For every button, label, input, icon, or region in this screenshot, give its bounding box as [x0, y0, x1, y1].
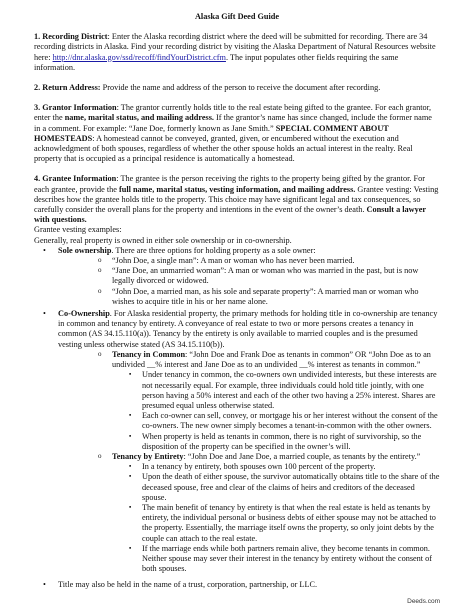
grantee-paragraph: 4. Grantee Information: The grantee is the person receiving the rights to the property being gifted by the grantor. For each grantee, provide the full name, marital status, vesting information, and mailing address. Grantee vesting: Vesting describes how the grantee holds title to the property. This choice may have significant legal and tax consequences, so carefully consider the overall plans for the property and intentions in the event of the owner’s death. Consult a lawyer with questions.: [34, 174, 439, 225]
list-item: o “Jane Doe, an unmarried woman”: A man or woman who was married in the past, but is now legally divorced or widowed.: [58, 266, 440, 286]
list-item: ▪ If the marriage ends while both partners remain alive, they become tenants in common. Neither spouse may sever their interest in the tenancy by entirety without the consent of both spouses.: [58, 544, 440, 575]
section-label: 1. Recording District: [34, 32, 108, 42]
vesting-examples-heading: Grantee vesting examples:: [34, 225, 122, 235]
list-item-trust: • Title may also be held in the name of a trust, corporation, partnership, or LLC.: [34, 580, 440, 590]
tenancy-by-entirety-details: [58, 462, 440, 574]
list-item: ▪ Each co-owner can sell, convey, or mortgage his or her interest without the consent of the co-owners. The new owner simply becomes a tenant-in-common with the other owners.: [58, 411, 440, 431]
section-label: 3. Grantor Information: [34, 103, 117, 113]
section-recording-district: 1. Recording District: Enter the Alaska recording district where the deed will be submitted for recording. There are 34 recording districts in Alaska. Find your recording district by visiting the Alaska Department of Natural Resources website here: http://dnr.alaska.gov/ssd/recoff/findYourDistrict.cfm. The input populates other fields requiring the same information.: [34, 32, 436, 72]
list-item-sole-ownership: • Sole ownership. There are three options for holding property as a sole owner: o “John Doe, a single man”: A man or woman who has never been married. o “Jane Doe, an unmarried woman”: A man or woman who was married in the past, but is now legally divorced or widowed. o “John Doe, a married man, as his sole and separate property”: A married man or woman who wishes to acquire title in his or her name alone.: [34, 246, 440, 307]
list-item: ▪ The main benefit of tenancy by entirety is that when the real estate is held as tenants by entirety, the individual personal or business debts of either spouse may not be attached to the property. Essentially, the marriage itself owns the property, so only joint debts by the couple can attach to the real estate.: [58, 503, 440, 544]
list-item-tenancy-in-common: o Tenancy in Common: “John Doe and Frank Doe as tenants in common” OR “John Doe as to an undivided __% interest and Jane Doe as to an undivided __% interest as tenants in common.” ▪ Under tenancy in common, the co-owners own undivided interests, but these interests are not necessarily equal. For example, three individuals could hold title jointly, with one person having a 50% interest and each of the other two having a 25% interest. Shares are presumed equal unless otherwise stated. ▪ Each co-owner can sell, convey, or mortgage his or her interest without the consent of the co-owners. The new owner simply becomes a tenant-in-common with the other owners. ▪ When property is held as tenants in common, there is no right of survivorship, so the disposition of the property can be specified in the owner’s will.: [58, 350, 440, 452]
ownership-list: [34, 246, 440, 591]
sole-ownership-options: [58, 256, 440, 307]
list-item: ▪ Upon the death of either spouse, the survivor automatically obtains title to the share of the deceased spouse, free and clear of the claims of heirs and creditors of the deceased spouse.: [58, 472, 440, 503]
list-item-co-ownership: • Co-Ownership. For Alaska residential property, the primary methods for holding title in co-ownership are tenancy in common and tenancy by entirety. A conveyance of real estate to two or more persons creates a tenancy in common (AS 34.15.110(a)). Tenancy by the entirety is only available to married couples and is the presumed vesting unless otherwise stated (AS 34.15.110(b)). o Tenancy in Common: “John Doe and Frank Doe as tenants in common” OR “John Doe as to an undivided __% interest and Jane Doe as to an undivided __% interest as tenants in common.” ▪ Under tenancy in common, the co-owners own undivided interests, but these interests are not necessarily equal. For example, three individuals could hold title jointly, with one person having a 50% interest and each of the other two having a 25% interest. Shares are presumed equal unless otherwise stated. ▪ Each co-owner can sell, convey, or mortgage his or her interest without the consent of the co-owners. The new owner simply becomes a tenant-in-common with the other owners. ▪ When property is held as tenants in common, there is no right of survivorship, so the disposition of the property can be specified in the owner’s will. o Tenancy by Entirety: “John Doe and Jane Doe, a married couple, as tenants by the entirety.” ▪ In a tenancy by entirety, both spouses own 100 percent of the property. ▪ Upon the death of either spouse, the survivor automatically obtains title to the share of the deceased spouse, free and clear of the claims of heirs and creditors of the deceased spouse. ▪ The main benefit of tenancy by entirety is that when the real estate is held as tenants by entirety, the individual personal or business debts of either spouse may not be attached to the property. Essentially, the marriage itself owns the property, so only joint debts by the couple can attach to the real estate. ▪ If the marriage ends while both partners remain alive, they become tenants in common. Neither spouse may sever their interest in the tenancy by entirety without the consent of both spouses.: [34, 309, 440, 574]
tenancy-in-common-details: [58, 370, 440, 452]
list-item: o “John Doe, a married man, as his sole and separate property”: A married man or woman who wishes to acquire title in his or her name alone.: [58, 287, 440, 307]
section-return-address: 2. Return Address: Provide the name and address of the person to receive the document after recording.: [34, 83, 381, 93]
footer-brand: Deeds.com: [407, 597, 440, 605]
section-grantee-information: [34, 174, 440, 590]
list-item-tenancy-by-entirety: o Tenancy by Entirety: “John Doe and Jane Doe, a married couple, as tenants by the entirety.” ▪ In a tenancy by entirety, both spouses own 100 percent of the property. ▪ Upon the death of either spouse, the survivor automatically obtains title to the share of the deceased spouse, free and clear of the claims of heirs and creditors of the deceased spouse. ▪ The main benefit of tenancy by entirety is that when the real estate is held as tenants by entirety, the individual personal or business debts of either spouse may not be attached to the property. Essentially, the marriage itself owns the property, so only joint debts by the couple can attach to the real estate. ▪ If the marriage ends while both partners remain alive, they become tenants in common. Neither spouse may sever their interest in the tenancy by entirety without the consent of both spouses.: [58, 452, 440, 574]
list-item: ▪ When property is held as tenants in common, there is no right of survivorship, so the disposition of the property can be specified in the owner’s will.: [58, 432, 440, 452]
list-item: ▪ Under tenancy in common, the co-owners own undivided interests, but these interests are not necessarily equal. For example, three individuals could hold title jointly, with one person having a 50% interest and each of the other two having a 25% interest. Shares are presumed equal unless otherwise stated.: [58, 370, 440, 411]
co-ownership-options: [58, 350, 440, 574]
list-item: o “John Doe, a single man”: A man or woman who has never been married.: [58, 256, 440, 266]
general-ownership-text: Generally, real property is owned in either sole ownership or in co-ownership.: [34, 235, 292, 245]
recording-district-link[interactable]: http://dnr.alaska.gov/ssd/recoff/findYourDistrict.cfm: [52, 52, 226, 62]
section-label: 2. Return Address:: [34, 83, 101, 93]
document-title: Alaska Gift Deed Guide: [194, 12, 280, 21]
section-grantor-information: 3. Grantor Information: The grantor currently holds title to the real estate being gifted to the grantee. For each grantor, enter the name, marital status, and mailing address. If the grantor’s name has since changed, include the former name in a comment. For example: “Jane Doe, formerly known as Jane Smith.” SPECIAL COMMENT ABOUT HOMESTEADS: A homestead cannot be conveyed, granted, given, or encumbered without the execution and acknowledgment of both spouses, regardless of whether the other spouse holds an actual interest in the realty. Real property that is occupied as a principal residence is automatically a homestead.: [34, 103, 432, 164]
section-label: 4. Grantee Information: [34, 174, 117, 184]
list-item: ▪ In a tenancy by entirety, both spouses own 100 percent of the property.: [58, 462, 440, 472]
